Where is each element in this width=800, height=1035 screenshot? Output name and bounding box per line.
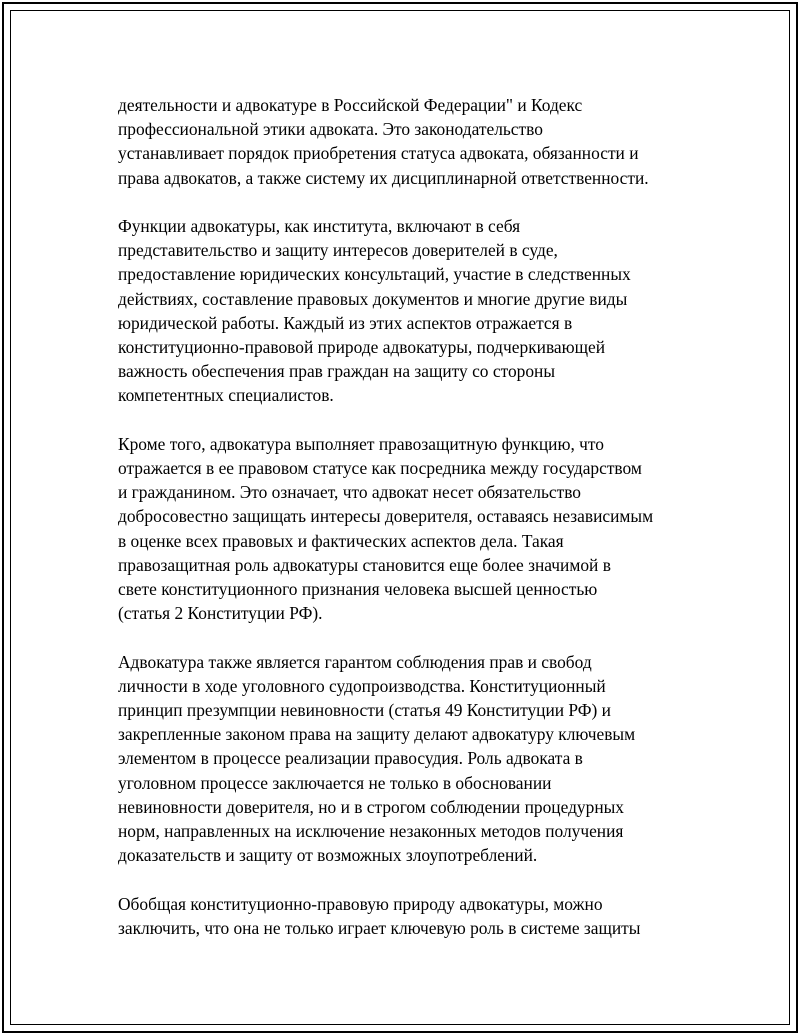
paragraph [118,214,693,408]
text-line: важность обеспечения прав граждан на защиту со стороны [118,361,556,382]
text-line: права адвокатов, а также систему их дисциплинарной ответственности. [118,167,649,188]
text-line: конституционно-правовой природе адвокатуры, подчеркивающей [118,337,606,358]
text-line: закрепленные законом права на защиту делают адвокатуру ключевым [118,724,636,745]
text-line: свете конституционного признания человека высшей ценностью [118,579,598,600]
text-line: деятельности и адвокатуре в Российской Федерации" и Кодекс [118,95,583,115]
text-line: представительство и защиту интересов доверителей в суде, [118,240,558,261]
text-line: предоставление юридических консультаций, участие в следственных [118,264,631,285]
text-line: компетентных специалистов. [118,385,334,406]
text-line: элементом в процессе реализации правосудия. Роль адвоката в [118,748,583,769]
paragraph [118,432,693,626]
text-line: принцип презумпции невиновности (статья 49 Конституции РФ) и [118,700,611,721]
text-line: правозащитная роль адвокатуры становится еще более значимой в [118,554,611,575]
paragraph [118,650,693,868]
text-line: в оценке всех правовых и фактических аспектов дела. Такая [118,530,564,551]
text-line: действиях, составление правовых документов и многие другие виды [118,288,628,309]
text-line: личности в ходе уголовного судопроизводства. Конституционный [118,675,606,696]
paragraph [118,93,693,190]
text-line: заключить, что она не только играет ключевую роль в системе защиты [118,917,641,938]
text-line: уголовном процессе заключается не только в обосновании [118,772,552,793]
text-line: профессиональной этики адвоката. Это законодательство [118,119,543,140]
text-line: отражается в ее правовом статусе как посредника между государством [118,458,642,479]
text-line: (статья 2 Конституции РФ). [118,603,323,624]
text-line: устанавливает порядок приобретения статуса адвоката, обязанности и [118,143,639,164]
paragraph [118,892,693,940]
text-line: норм, направленных на исключение незаконных методов получения [118,821,624,842]
text-line: доказательств и защиту от возможных злоупотреблений. [118,845,538,866]
text-line: добросовестно защищать интересы доверителя, оставаясь независимым [118,506,654,527]
text-line: Функции адвокатуры, как института, включают в себя [118,216,521,236]
text-line: Кроме того, адвокатура выполняет правозащитную функцию, что [118,433,604,454]
text-line: Обобщая конституционно-правовую природу адвокатуры, можно [118,893,603,914]
document-body [118,93,693,964]
text-line: Адвокатура также является гарантом соблюдения прав и свобод [118,651,592,672]
text-line: и гражданином. Это означает, что адвокат несет обязательство [118,482,581,503]
text-line: юридической работы. Каждый из этих аспектов отражается в [118,312,573,333]
text-line: невиновности доверителя, но и в строгом соблюдении процедурных [118,796,625,817]
